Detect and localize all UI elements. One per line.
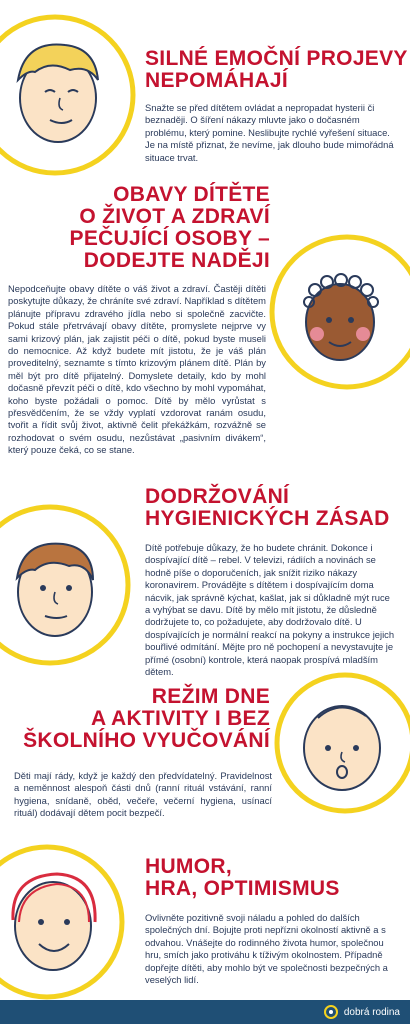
section-title: HUMOR, HRA, OPTIMISMUS bbox=[145, 855, 340, 901]
section-hygiene bbox=[0, 480, 410, 680]
dobra-rodina-logo[interactable] bbox=[323, 1003, 400, 1021]
section-humor bbox=[0, 840, 410, 1000]
section-text: Ovlivněte pozitivně svoji náladu a pohled do dalších společných dní. Bojujte proti nepřízni okolností aktivně a s odvahou. Vnášejte do rodinného života humor, společnou hru, smích jako protiváhu k tíživým okolnostem. Případně dopřejte dítěti, aby mohlo být ve společnosti bezpečných a veselých lidí. bbox=[145, 912, 388, 986]
curly-haired-child-face-icon bbox=[265, 230, 410, 395]
logo-text: dobrá rodina bbox=[343, 1006, 400, 1018]
section-text: Nepodceňujte obavy dítěte o váš život a zdraví. Častěji dítěti poskytujte důkazy, že chráníte své zdraví. Například s dítětem plánujte přípravu zdravého jídla nebo si společně zacvičte. Pokud stále přetrvávají obavy dítěte, promyslete nejprve vy sami krizový plán, jak zajistit péči o dítě, pokud byste museli do nemocnice. Až když budete mít jistotu, že je váš plán proveditelný, seznamte s tímto krizovým plánem dítě. Plán by měl být pro dítě přijatelný. Domyslete detaily, kdo by mohl dočasně převzít péči o dítě, kdo všechno by mohl vypomáhat, koho byste požádali o pomoc. Dítě by mělo vyrůstat s přesvědčením, že se vždy vyplatí vzdorovat ranám osudu, tvořit a řídit svůj život, aktivně čelit překážkám, rozvážně se rozhodovat o svém osudu, nezůstávat „pasivním divákem“, který pouze čeká, co se stane. bbox=[8, 283, 266, 456]
section-text: Snažte se před dítětem ovládat a nepropadat hysterii či beznaději. O šíření nákazy mluvte jako o dočasném problému, který pomine. Neslibujte rychlé vyřešení situace. Je na místě přiznat, že nevíme, jak dlouho bude mimořádná situace trvat. bbox=[145, 102, 394, 163]
section-emotions bbox=[0, 0, 410, 185]
blond-child-face-icon bbox=[0, 10, 140, 180]
logo-ring-icon bbox=[323, 1004, 339, 1020]
toddler-face-icon bbox=[270, 668, 410, 818]
section-text: Dítě potřebuje důkazy, že ho budete chránit. Dokonce i dospívající dítě – rebel. V televizi, rádiích a novinách se hodně píše o doporučeních, jak snížit riziko nákazy koronavirem. Provádějte s dítětem i dospívajícím doma nácvik, jak správně kýchat, kašlat, jak si důkladně mýt ruce a vyhýbat se davu. Dítě by mělo mít jistotu, že důsledně dodržujete to, co požadujete, aby dodržovalo dítě. U dospívajících je normální reakcí na pokyny a instrukce jejich bouřlivé odmítání. Mějte pro ně pochopení a nevystavujte je přímé (osobní) kontrole, která naopak prospívá mladším dětem. bbox=[145, 542, 395, 678]
section-title: OBAVY DÍTĚTE O ŽIVOT A ZDRAVÍ PEČUJÍCÍ OSOBY – DODEJTE NADĚJI bbox=[69, 183, 270, 273]
teen-boy-face-icon bbox=[0, 500, 135, 670]
section-title: SILNÉ EMOČNÍ PROJEVY NEPOMÁHAJÍ bbox=[145, 47, 408, 93]
section-title: DODRŽOVÁNÍ HYGIENICKÝCH ZÁSAD bbox=[145, 485, 390, 531]
section-fears bbox=[0, 180, 410, 500]
section-daily-routine bbox=[0, 680, 410, 840]
section-text: Děti mají rády, když je každý den předvídatelný. Pravidelnost a neměnnost alespoň části dnů (ranní rituál vstávání, ranní hygiena, snídaně, oběd, večeře, večerní hygiena, usínací rituál) dodávají dětem pocit bezpečí. bbox=[14, 770, 272, 819]
section-title: REŽIM DNE A AKTIVITY I BEZ ŠKOLNÍHO VYUČOVÁNÍ bbox=[23, 685, 270, 753]
footer-bar bbox=[0, 1000, 410, 1024]
smiling-girl-face-icon bbox=[0, 840, 130, 1005]
